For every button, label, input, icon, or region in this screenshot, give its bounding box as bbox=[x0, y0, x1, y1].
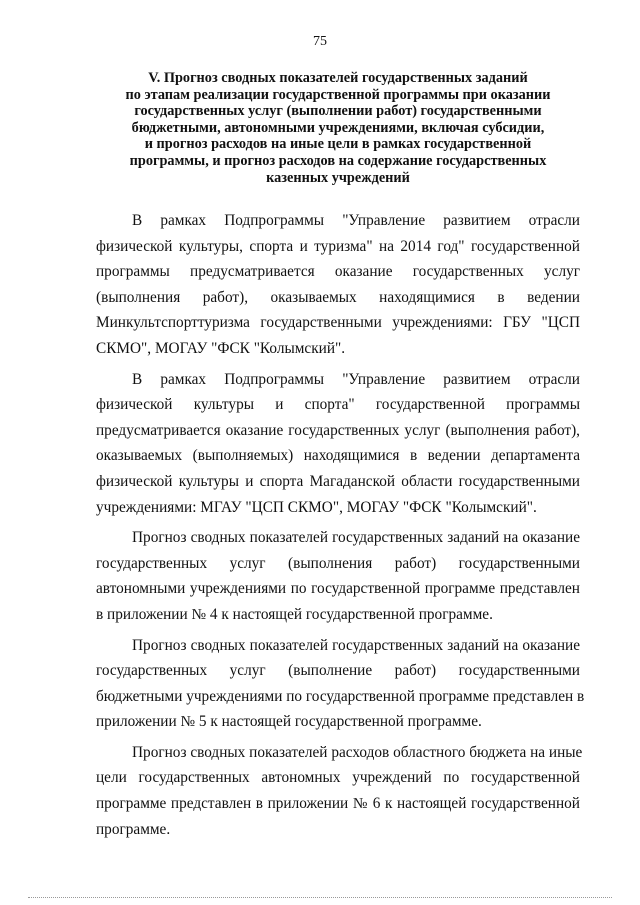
heading-line: программы, и прогноз расходов на содержание государственных bbox=[129, 152, 547, 169]
paragraph-line: программе. bbox=[96, 820, 171, 838]
paragraph-line: бюджетными учреждениями по государственной программе представлен в bbox=[96, 687, 585, 705]
paragraph-line: физической культуры, спорта и туризма" на 2014 год" государственной bbox=[96, 237, 580, 255]
paragraph-line: государственных услуг (выполнения работ) государственными bbox=[96, 554, 580, 572]
paragraph-line: (выполнения работ), оказываемых находящимися в ведении bbox=[96, 288, 580, 306]
paragraph-line: Прогноз сводных показателей государственных заданий на оказание bbox=[132, 636, 580, 654]
paragraph-line: программе представлен в приложении № 6 к настоящей государственной bbox=[96, 795, 580, 813]
paragraph-line: цели государственных автономных учреждений по государственной bbox=[96, 769, 580, 787]
document-body bbox=[96, 208, 585, 847]
paragraph-line: физической культуры и спорта" государственной программы bbox=[96, 396, 580, 414]
paragraph-line: учреждениями: МГАУ "ЦСП СКМО", МОГАУ "ФСК "Колымский". bbox=[96, 498, 537, 516]
section-heading bbox=[96, 70, 580, 186]
paragraph-line: В рамках Подпрограммы "Управление развитием отрасли bbox=[132, 212, 580, 229]
heading-line: казенных учреждений bbox=[266, 169, 410, 186]
heading-line: V. Прогноз сводных показателей государственных заданий bbox=[148, 70, 528, 86]
paragraph bbox=[96, 525, 580, 627]
paragraph-line: предусматривается оказание государственных услуг (выполнения работ), bbox=[96, 421, 580, 439]
page-number: 75 bbox=[313, 34, 327, 49]
paragraph-line: в приложении № 4 к настоящей государственной программе. bbox=[96, 605, 493, 623]
paragraph-line: оказываемых (выполняемых) находящимися в ведении департамента bbox=[96, 447, 580, 465]
paragraph bbox=[96, 740, 583, 842]
paragraph-line: Прогноз сводных показателей государственных заданий на оказание bbox=[132, 529, 580, 547]
paragraph-line: приложении № 5 к настоящей государственной программе. bbox=[96, 713, 482, 731]
paragraph-line: программы предусматривается оказание государственных услуг bbox=[96, 263, 580, 281]
heading-line: бюджетными, автономными учреждениями, включая субсидии, bbox=[131, 119, 545, 136]
paragraph bbox=[96, 367, 580, 521]
paragraph-line: государственных услуг (выполнение работ) государственными bbox=[96, 662, 580, 680]
paragraph-line: Минкультспорттуризма государственными учреждениями: ГБУ "ЦСП bbox=[96, 314, 580, 332]
paragraph-line: СКМО", МОГАУ "ФСК "Колымский". bbox=[96, 339, 346, 357]
heading-line: по этапам реализации государственной программы при оказании bbox=[125, 86, 551, 103]
paragraph-line: автономными учреждениями по государственной программе представлен bbox=[96, 580, 580, 598]
heading-line: государственных услуг (выполнении работ) государственными bbox=[134, 103, 542, 120]
heading-line: и прогноз расходов на иные цели в рамках государственной bbox=[144, 136, 532, 153]
paragraph bbox=[96, 208, 580, 362]
paragraph bbox=[96, 633, 585, 735]
footer-rule bbox=[28, 897, 612, 898]
paragraph-line: Прогноз сводных показателей расходов областного бюджета на иные bbox=[132, 743, 583, 761]
paragraph-line: В рамках Подпрограммы "Управление развитием отрасли bbox=[132, 370, 580, 388]
paragraph-line: физической культуры и спорта Магаданской области государственными bbox=[96, 472, 580, 490]
